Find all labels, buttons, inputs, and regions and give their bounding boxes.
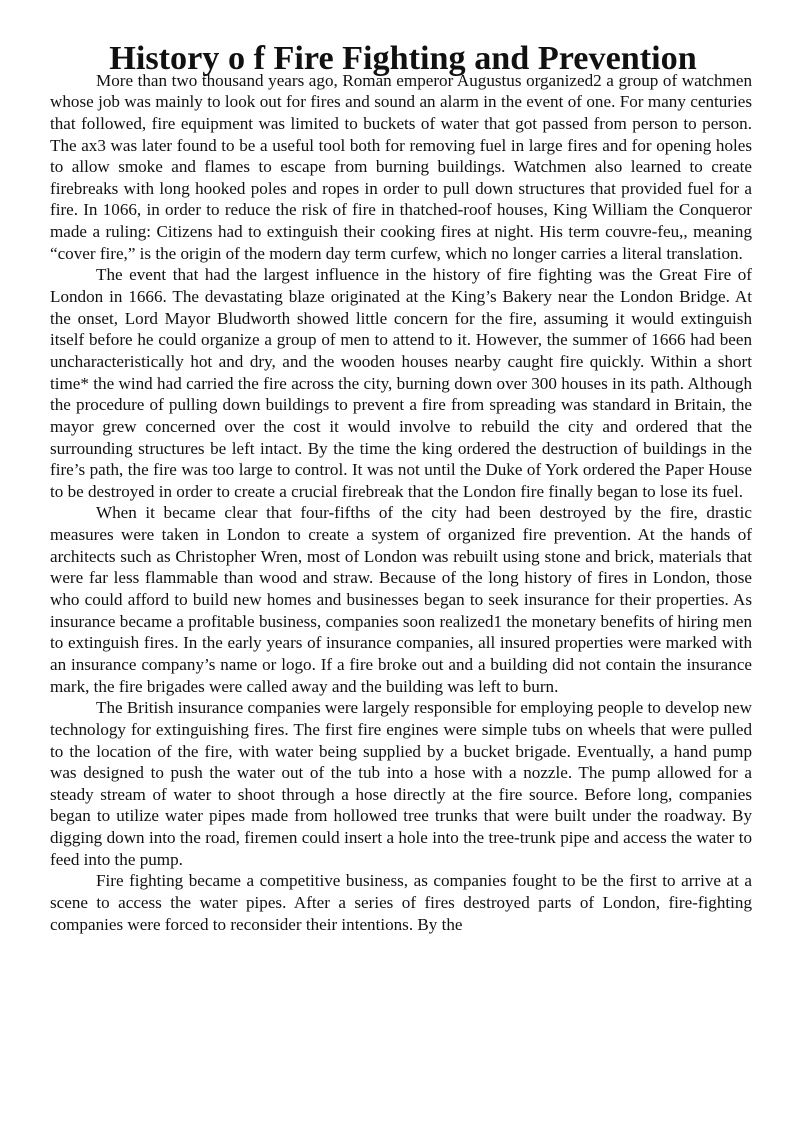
document-page <box>50 40 752 935</box>
paragraph-augustus-watchmen: More than two thousand years ago, Roman emperor Augustus organized2 a group of watchmen whose job was mainly to look out for fires and sound an alarm in the event of one. For many centuries that followed, fire equipment was limited to buckets of water that got passed from person to person. The ax3 was later found to be a useful tool both for removing fuel in large fires and for opening holes to allow smoke and flames to escape from burning buildings. Watchmen also learned to create firebreaks with long hooked poles and ropes in order to pull down structures that provided fuel for a fire. In 1066, in order to reduce the risk of fire in thatched-roof houses, King William the Conqueror made a ruling: Citizens had to extinguish their cooking fires at night. His term couvre-feu,, meaning “cover fire,” is the origin of the modern day term curfew, which no longer carries a literal translation. <box>50 70 752 263</box>
paragraph-competitive-business: Fire fighting became a competitive business, as companies fought to be the first to arrive at a scene to access the water pipes. After a series of fires destroyed parts of London, fire-fighting companies were forced to reconsider their intentions. By the <box>50 871 752 934</box>
paragraph-great-fire-of-london: The event that had the largest influence in the history of fire fighting was the Great Fire of London in 1666. The devastating blaze originated at the King’s Bakery near the London Bridge. At the onset, Lord Mayor Bludworth showed little concern for the fire, assuming it would extinguish itself before he could organize a group of men to attend to it. However, the summer of 1666 had been uncharacteristically hot and dry, and the wooden houses nearby caught fire quickly. Within a short time* the wind had carried the fire across the city, burning down over 300 houses in its path. Although the procedure of pulling down buildings to prevent a fire from spreading was standard in Britain, the mayor grew concerned over the cost it would involve to rebuild the city and ordered that the surrounding structures be left intact. By the time the king ordered the destruction of buildings in the fire’s path, the fire was too large to control. It was not until the Duke of York ordered the Paper House to be destroyed in order to create a crucial firebreak that the London fire finally began to lose its fuel. <box>50 265 752 501</box>
paragraph-fire-prevention-insurance: When it became clear that four-fifths of the city had been destroyed by the fire, drastic measures were taken in London to create a system of organized fire prevention. At the hands of architects such as Christopher Wren, most of London was rebuilt using stone and brick, materials that were far less flammable than wood and straw. Because of the long history of fires in London, those who could afford to build new homes and businesses began to seek insurance for their properties. As insurance became a profitable business, companies soon realized1 the monetary benefits of hiring men to extinguish fires. In the early years of insurance companies, all insured properties were marked with an insurance company’s name or logo. If a fire broke out and a building did not contain the insurance mark, the fire brigades were called away and the building was left to burn. <box>50 503 752 696</box>
document-title: History o f Fire Fighting and Prevention <box>109 40 697 77</box>
paragraph-fire-engine-technology: The British insurance companies were largely responsible for employing people to develop new technology for extinguishing fires. The first fire engines were simple tubs on wheels that were pulled to the location of the fire, with water being supplied by a bucket brigade. Eventually, a hand pump was designed to push the water out of the tub into a hose with a nozzle. The pump allowed for a steady stream of water to shoot through a hose directly at the fire source. Before long, companies began to utilize water pipes made from hollowed tree trunks that were built under the roadway. By digging down into the road, firemen could insert a hole into the tree-trunk pipe and access the water to feed into the pump. <box>50 698 752 869</box>
